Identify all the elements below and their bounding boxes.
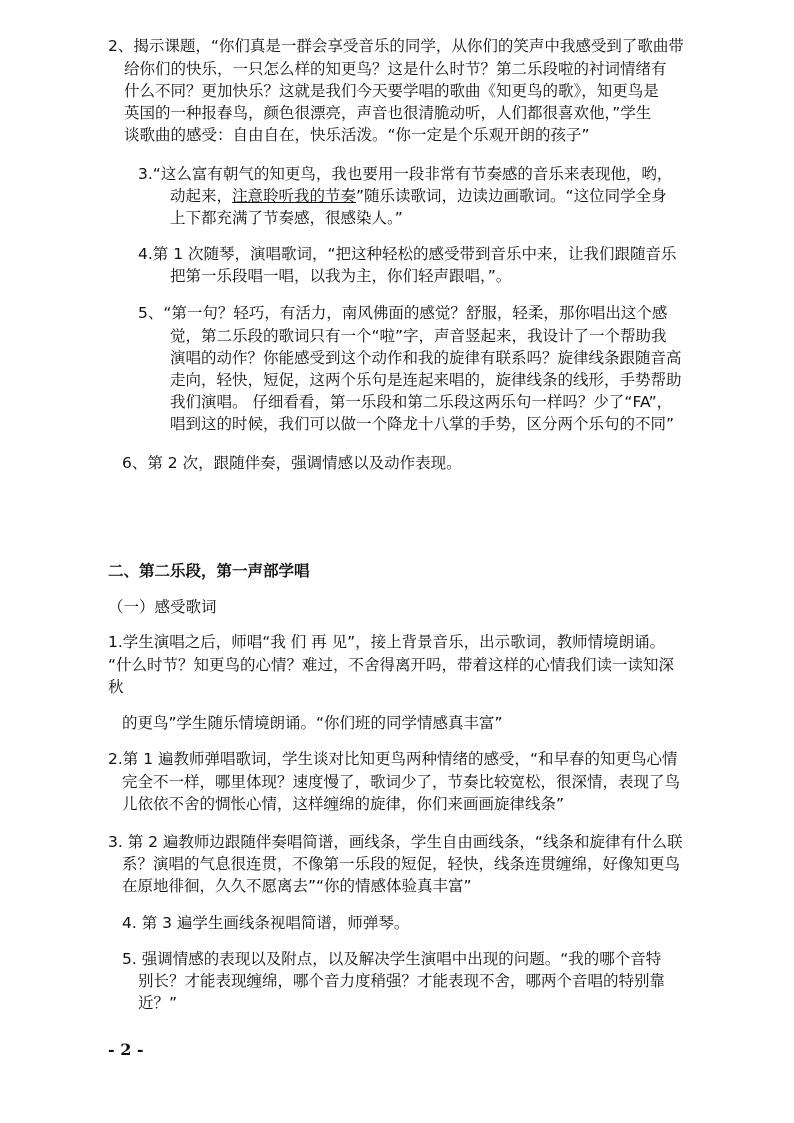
item5-line-4: 走向，轻快，短促，这两个乐句是连起来唱的，旋律线条的线形，手势帮助: [170, 371, 682, 389]
item5-line-6: 唱到这的时候，我们可以做一个降龙十八掌的手势，区分两个乐句的不同”: [170, 415, 675, 433]
item4-line-1: 4.第 1 次随琴，演唱歌词，“把这种轻松的感受带到音乐中来，让我们跟随音乐: [138, 245, 677, 263]
item3-line-2-post: ”随乐读歌词，边读边画歌词。“这位同学全身: [356, 187, 667, 205]
p1-continuation: 的更鸟”学生随乐情境朗诵。“你们班的同学情感真丰富”: [122, 714, 503, 732]
p1-line-2: “什么时节？知更鸟的心情？难过，不舍得离开吗，带着这样的心情我们读一读知深: [108, 656, 675, 674]
subsection-heading: （一）感受歌词: [108, 598, 217, 616]
item6-line: 6、第 2 次，跟随伴奏，强调情感以及动作表现。: [122, 454, 462, 472]
underlined-phrase: 注意聆听我的节奏: [232, 187, 357, 205]
item3-line-2-pre: 动起来，: [170, 187, 233, 205]
section-heading: 二、第二乐段，第一声部学唱: [108, 562, 310, 580]
item2-line-2: 给你们的快乐，一只怎么样的知更鸟？这是什么时节？第二乐段啦的衬词情绪有: [124, 60, 667, 78]
item3-line-2: [170, 185, 667, 207]
p5-line-1: 5. 强调情感的表现以及附点，以及解决学生演唱中出现的问题。“我的哪个音特: [122, 950, 662, 968]
p1-line-1: 1.学生演唱之后，师唱“我 们 再 见”，接上背景音乐，出示歌词，教师情境朗诵。: [108, 633, 666, 651]
item4-line-2: 把第一乐段唱一唱，以我为主，你们轻声跟唱，”。: [170, 267, 512, 285]
item5-line-5: 我们演唱。 仔细看看，第一乐段和第二乐段这两乐句一样吗？少了“FA”，: [170, 393, 673, 411]
p4-line: 4. 第 3 遍学生画线条视唱简谱，师弹琴。: [122, 914, 410, 932]
p3-line-1: 3. 第 2 遍教师边跟随伴奏唱简谱，画线条，学生自由画线条，“线条和旋律有什么联: [108, 833, 683, 851]
p2-line-1: 2.第 1 遍教师弹唱歌词，学生谈对比知更鸟两种情绪的感受，“和早春的知更鸟心情: [108, 750, 678, 768]
p3-line-3: 在原地徘徊，久久不愿离去”“你的情感体验真丰富”: [122, 877, 472, 895]
item5-line-3: 演唱的动作？你能感受到这个动作和我的旋律有联系吗？旋律线条跟随音高: [170, 349, 682, 367]
p5-line-3: 近？”: [138, 994, 178, 1012]
p2-line-2: 完全不一样，哪里体现？速度慢了，歌词少了，节奏比较宽松，很深情，表现了鸟: [122, 773, 681, 791]
item2-line-3: 什么不同？更加快乐？这就是我们今天要学唱的歌曲《知更鸟的歌》，知更鸟是: [124, 82, 659, 100]
p2-line-3: 儿依依不舍的惆怅心情，这样缠绵的旋律，你们来画画旋律线条”: [122, 795, 565, 813]
item5-line-2: 觉，第二乐段的歌词只有一个“啦”字，声音竖起来，我设计了一个帮助我: [170, 327, 667, 345]
item2-line-5: 谈歌曲的感受：自由自在，快乐活泼。“你一定是个乐观开朗的孩子”: [124, 126, 590, 144]
page-number: - 2 -: [108, 1040, 144, 1059]
item3-line-1: 3.“这么富有朝气的知更鸟，我也要用一段非常有节奏感的音乐来表现他，哟，: [138, 165, 673, 183]
item5-line-1: 5、“第一句？轻巧，有活力，南风佛面的感觉？舒服，轻柔，那你唱出这个感: [138, 304, 668, 322]
p3-line-2: 系？演唱的气息很连贯，不像第一乐段的短促，轻快，线条连贯缠绵，好像知更鸟: [122, 855, 681, 873]
item2-line-1: 2、揭示课题，“你们真是一群会享受音乐的同学，从你们的笑声中我感受到了歌曲带: [108, 37, 684, 55]
item2-line-4: 英国的一种报春鸟，颜色很漂亮，声音也很清脆动听，人们都很喜欢他，”学生: [124, 104, 652, 122]
p1-line-3: 秋: [108, 678, 124, 696]
item3-line-3: 上下都充满了节奏感，很感染人。”: [170, 209, 403, 227]
p5-line-2: 别长？才能表现缠绵，哪个音力度稍强？才能表现不舍，哪两个音唱的特别靠: [138, 972, 666, 990]
